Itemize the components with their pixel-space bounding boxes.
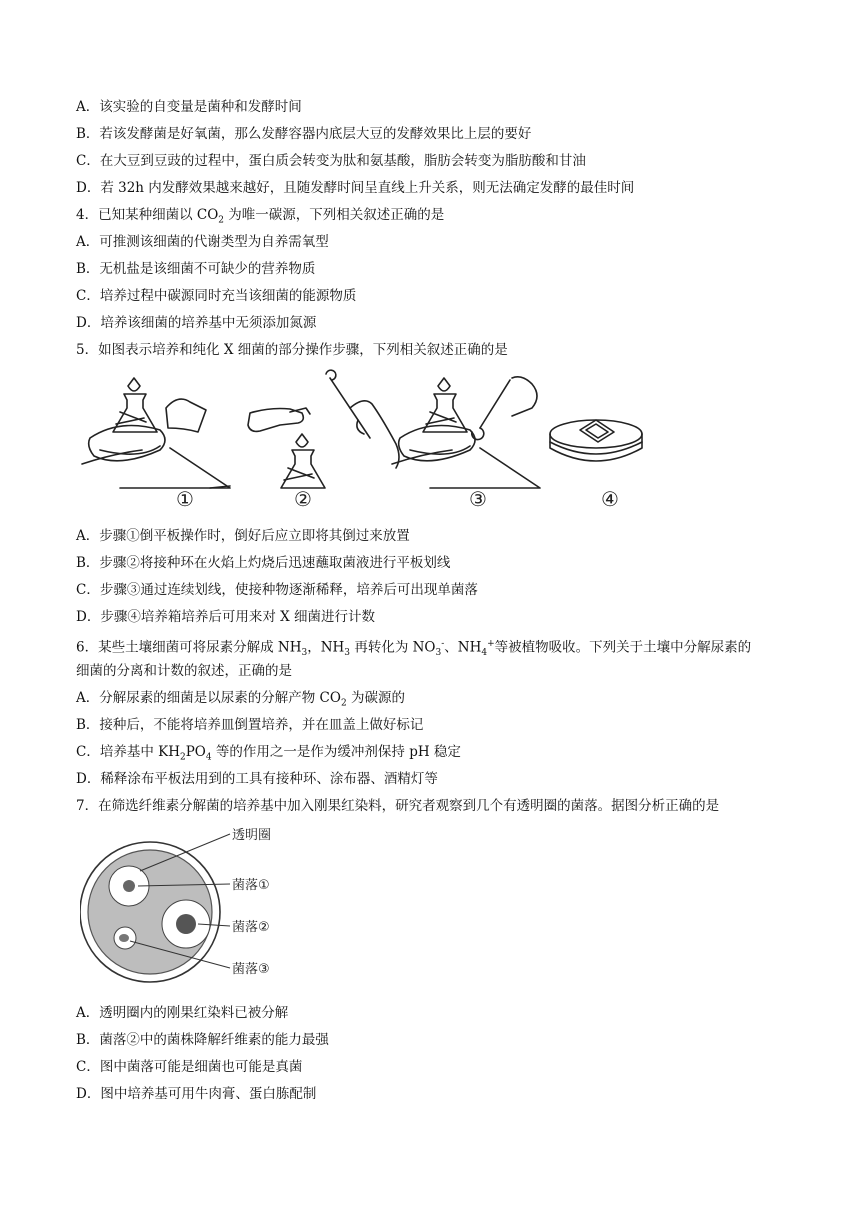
label-colony-1: 菌落① (232, 878, 270, 893)
q6-option-a: A．分解尿素的细菌是以尿素的分解产物 $CO_2$ 为碳源的 (76, 690, 405, 709)
q6-option-d: D．稀释涂布平板法用到的工具有接种环、涂布器、酒精灯等 (76, 771, 438, 787)
q7-option-c: C．图中菌落可能是细菌也可能是真菌 (76, 1059, 303, 1075)
q5-option-a: A．步骤①倒平板操作时，倒好后应立即将其倒过来放置 (76, 528, 410, 544)
q4-stem: 4．已知某种细菌以 $CO_2$ 为唯一碳源，下列相关叙述正确的是 (76, 207, 445, 226)
q7-option-b: B．菌落②中的菌株降解纤维素的能力最强 (76, 1032, 329, 1048)
q5-option-d: D．步骤④培养箱培养后可用来对 X 细菌进行计数 (76, 609, 376, 625)
q5-stem: 5．如图表示培养和纯化 X 细菌的部分操作步骤，下列相关叙述正确的是 (76, 342, 508, 358)
petri-dish-drawing (80, 834, 230, 982)
q6-option-c: C．培养基中 $KH_2PO_4$ 等的作用之一是作为缓冲剂保持 pH 稳定 (76, 744, 461, 763)
label-colony-3: 菌落③ (232, 962, 270, 977)
step2-label: ② (294, 487, 312, 511)
q4-option-a: A．可推测该细菌的代谢类型为自养需氧型 (76, 234, 329, 250)
q6-option-b: B．接种后，不能将培养皿倒置培养，并在皿盖上做好标记 (76, 717, 424, 733)
step4-label: ④ (601, 487, 619, 511)
q7-petri-dish-figure (80, 826, 300, 996)
q7-option-d: D．图中培养基可用牛肉膏、蛋白胨配制 (76, 1086, 317, 1102)
step1-label: ① (176, 487, 194, 511)
q5-option-b: B．步骤②将接种环在火焰上灼烧后迅速蘸取菌液进行平板划线 (76, 555, 451, 571)
q6-stem-line1: 6．某些土壤细菌可将尿素分解成 $NH_3$，$NH_3$ 再转化为 $NO_3^-$、$NH_4^+$等被植物吸收。下列关于土壤中分解尿素的 (76, 639, 752, 659)
label-colony-2: 菌落② (232, 920, 270, 935)
q6-stem-line2: 细菌的分离和计数的叙述，正确的是 (76, 663, 292, 679)
step4-plate-drawing (550, 420, 642, 461)
step2-loop-drawing (248, 370, 399, 488)
step3-streak-drawing (392, 377, 540, 488)
q7-option-a: A．透明圈内的刚果红染料已被分解 (76, 1005, 289, 1021)
q4-option-b: B．无机盐是该细菌不可缺少的营养物质 (76, 261, 316, 277)
step1-pour-plate-drawing (82, 378, 230, 488)
q4-option-d: D．培养该细菌的培养基中无须添加氮源 (76, 315, 317, 331)
q5-procedure-figure (80, 368, 680, 518)
q3-option-b: B．若该发酵菌是好氧菌，那么发酵容器内底层大豆的发酵效果比上层的要好 (76, 126, 532, 142)
q3-option-c: C．在大豆到豆豉的过程中，蛋白质会转变为肽和氨基酸，脂肪会转变为脂肪酸和甘油 (76, 153, 586, 169)
q5-option-c: C．步骤③通过连续划线，使接种物逐渐稀释，培养后可出现单菌落 (76, 582, 478, 598)
q3-option-d: D．若 32h 内发酵效果越来越好，且随发酵时间呈直线上升关系，则无法确定发酵的最佳时间 (76, 180, 635, 196)
step3-label: ③ (469, 487, 487, 511)
q4-option-c: C．培养过程中碳源同时充当该细菌的能源物质 (76, 288, 357, 304)
q7-stem: 7．在筛选纤维素分解菌的培养基中加入刚果红染料，研究者观察到几个有透明圈的菌落。据图分析正确的是 (76, 798, 720, 814)
label-transparent-circle: 透明圈 (232, 828, 272, 843)
q3-option-a: A．该实验的自变量是菌种和发酵时间 (76, 99, 302, 115)
